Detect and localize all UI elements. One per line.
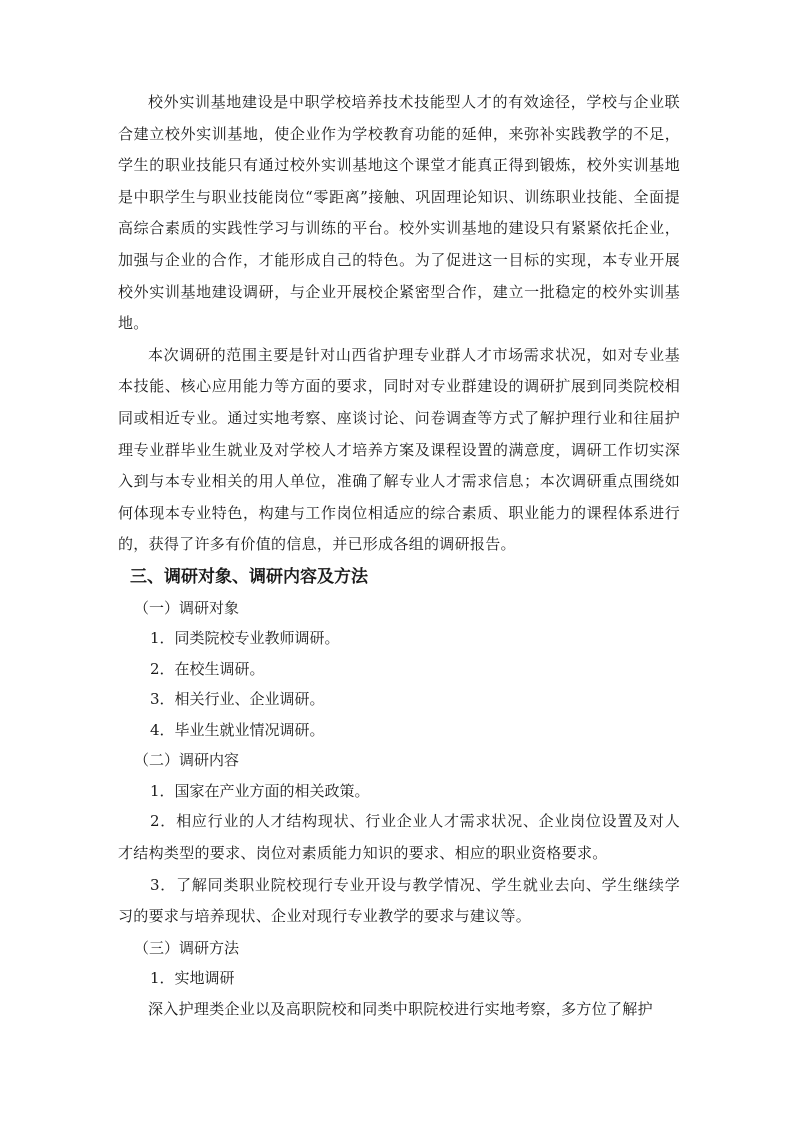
list-item: 3．相关行业、企业调研。 bbox=[150, 690, 325, 709]
list-item: 1．国家在产业方面的相关政策。 bbox=[150, 781, 370, 800]
subheading-methods: （三）调研方法 bbox=[134, 938, 240, 957]
subheading-objects: （一）调研对象 bbox=[134, 598, 240, 617]
list-item: 1．同类院校专业教师调研。 bbox=[150, 629, 340, 648]
list-item: 1．实地调研 bbox=[150, 969, 235, 988]
subheading-content: （二）调研内容 bbox=[134, 751, 240, 770]
paragraph-research-scope: 本次调研的范围主要是针对山西省护理专业群人才市场需求状况，如对专业基本技能、核心应用能力等方面的要求，同时对专业群建设的调研扩展到同类院校相同或相近专业。通过实地考察、座谈讨论、问卷调查等方式了解护理行业和往届护理专业群毕业生就业及对学校人才培养方案及课程设置的满意度，调研工作切实深入到与本专业相关的用人单位，准确了解专业人才需求信息；本次调研重点围绕如何体现本专业特色，构建与工作岗位相适应的综合素质、职业能力的课程体系进行的，获得了许多有价值的信息，并已形成各组的调研报告。 bbox=[118, 345, 680, 554]
paragraph-field-research: 深入护理类企业以及高职院校和同类中职院校进行实地考察，多方位了解护 bbox=[148, 999, 653, 1018]
section-heading: 三、调研对象、调研内容及方法 bbox=[130, 566, 368, 587]
list-item: 4．毕业生就业情况调研。 bbox=[150, 720, 325, 739]
document-body bbox=[118, 87, 680, 1025]
list-item: 2．相应行业的人才结构现状、行业企业人才需求状况、企业岗位设置及对人才结构类型的要求、岗位对素质能力知识的要求、相应的职业资格要求。 bbox=[118, 812, 680, 862]
list-item: 3．了解同类职业院校现行专业开设与教学情况、学生就业去向、学生继续学习的要求与培养现状、企业对现行专业教学的要求与建议等。 bbox=[118, 875, 680, 926]
paragraph-training-base: 校外实训基地建设是中职学校培养技术技能型人才的有效途径，学校与企业联合建立校外实训基地，使企业作为学校教育功能的延伸，来弥补实践教学的不足，学生的职业技能只有通过校外实训基地这个课堂才能真正得到锻炼，校外实训基地是中职学生与职业技能岗位“零距离”接触、巩固理论知识、训练职业技能、全面提高综合素质的实践性学习与训练的平台。校外实训基地的建设只有紧紧依托企业，加强与企业的合作，才能形成自己的特色。为了促进这一目标的实现，本专业开展校外实训基地建设调研，与企业开展校企紧密型合作，建立一批稳定的校外实训基地。 bbox=[118, 93, 680, 333]
list-item: 2．在校生调研。 bbox=[150, 659, 265, 678]
